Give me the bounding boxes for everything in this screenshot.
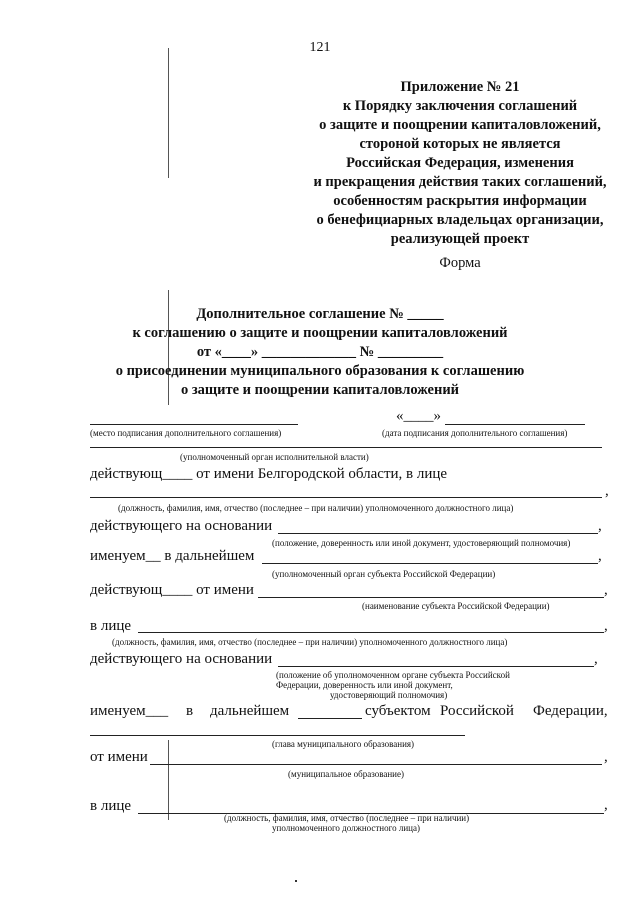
caption-subject-name: (наименование субъекта Российской Федерации) — [362, 601, 550, 611]
named-word: именуем___ — [90, 703, 169, 719]
basis-line-1 — [278, 533, 598, 534]
place-line — [90, 424, 298, 425]
header-line: Российская Федерация, изменения — [346, 155, 574, 171]
caption-place: (место подписания дополнительного соглашения) — [90, 428, 282, 438]
subject-name-line — [258, 597, 604, 598]
caption-basis-2-l3: удостоверяющий полномочия) — [330, 690, 448, 700]
caption-official-1: (должность, фамилия, имя, отчество (последнее – при наличии) уполномоченного должностного лица) — [118, 503, 514, 513]
comma: , — [605, 483, 609, 499]
caption-official-2: (должность, фамилия, имя, отчество (последнее – при наличии) уполномоченного должностного лица) — [112, 637, 508, 647]
title-line: Дополнительное соглашение № _____ — [196, 306, 444, 322]
page-number: 121 — [309, 40, 331, 55]
form-label: Форма — [439, 255, 481, 271]
scan-speck — [295, 880, 297, 882]
acting-basis-2: действующего на основании — [90, 651, 273, 667]
official-line-2 — [138, 632, 604, 633]
caption-head-mun: (глава муниципального образования) — [272, 739, 415, 749]
agreement-title — [0, 305, 640, 400]
date-quote: «____» — [396, 408, 441, 424]
mun-entity-line — [150, 764, 602, 765]
date-line — [445, 424, 585, 425]
named-line-1: именуем__ в дальнейшем — [90, 548, 255, 564]
named-word: Российской — [440, 703, 514, 719]
named-word: Федерации, — [533, 703, 608, 719]
comma: , — [598, 548, 602, 564]
margin-line — [168, 740, 169, 820]
head-mun-line — [90, 735, 465, 736]
caption-official-3-l1: (должность, фамилия, имя, отчество (последнее – при наличии) — [224, 813, 470, 823]
header-line: и прекращения действия таких соглашений, — [313, 174, 607, 190]
in-person-1: в лице — [90, 618, 132, 634]
caption-basis-2-l2: Федерации, доверенность или иной документ, — [276, 680, 453, 690]
caption-subject-authority: (уполномоченный орган субъекта Российской Федерации) — [272, 569, 496, 579]
named-word: дальнейшем — [210, 703, 290, 719]
title-line: о присоединении муниципального образования к соглашению — [115, 363, 525, 379]
caption-official-3-l2: уполномоченного должностного лица) — [272, 823, 420, 833]
comma: , — [598, 518, 602, 534]
comma: , — [594, 651, 598, 667]
named-word: в — [186, 703, 194, 719]
caption-basis-1: (положение, доверенность или иной документ, удостоверяющий полномочия) — [272, 538, 571, 548]
basis-line-2 — [278, 666, 594, 667]
caption-mun-entity: (муниципальное образование) — [288, 769, 404, 779]
header-line: реализующей проект — [390, 231, 530, 247]
header-line: к Порядку заключения соглашений — [342, 98, 578, 114]
header-line: Приложение № 21 — [400, 79, 520, 95]
margin-line — [168, 48, 169, 178]
comma: , — [604, 797, 608, 813]
title-line: о защите и поощрении капиталовложений — [180, 382, 460, 398]
header-line: о бенефициарных владельцах организации, — [316, 212, 604, 228]
appendix-header — [300, 78, 620, 249]
acting-line-2: действующ____ от имени — [90, 582, 254, 598]
comma: , — [604, 582, 608, 598]
caption-exec-authority: (уполномоченный орган исполнительной власти) — [180, 452, 369, 462]
caption-date: (дата подписания дополнительного соглашения) — [382, 428, 568, 438]
title-line: к соглашению о защите и поощрении капиталовложений — [132, 325, 508, 341]
header-line: о защите и поощрении капиталовложений, — [319, 117, 601, 133]
comma: , — [604, 749, 608, 765]
named-word: субъектом — [365, 703, 431, 719]
from-name: от имени — [90, 749, 148, 765]
exec-authority-line — [90, 447, 602, 448]
header-line: особенностям раскрытия информации — [333, 193, 587, 209]
comma: , — [604, 618, 608, 634]
official-line-1 — [90, 497, 602, 498]
in-person-2: в лице — [90, 798, 132, 814]
title-line: от «____» _____________ № _________ — [196, 344, 444, 360]
named-blank — [298, 718, 362, 719]
header-line: стороной которых не является — [359, 136, 561, 152]
acting-line-1: действующ____ от имени Белгородской области, в лице — [90, 466, 448, 482]
subject-authority-line — [262, 563, 598, 564]
caption-basis-2-l1: (положение об уполномоченном органе субъекта Российской — [276, 670, 510, 680]
acting-basis-1: действующего на основании — [90, 518, 273, 534]
